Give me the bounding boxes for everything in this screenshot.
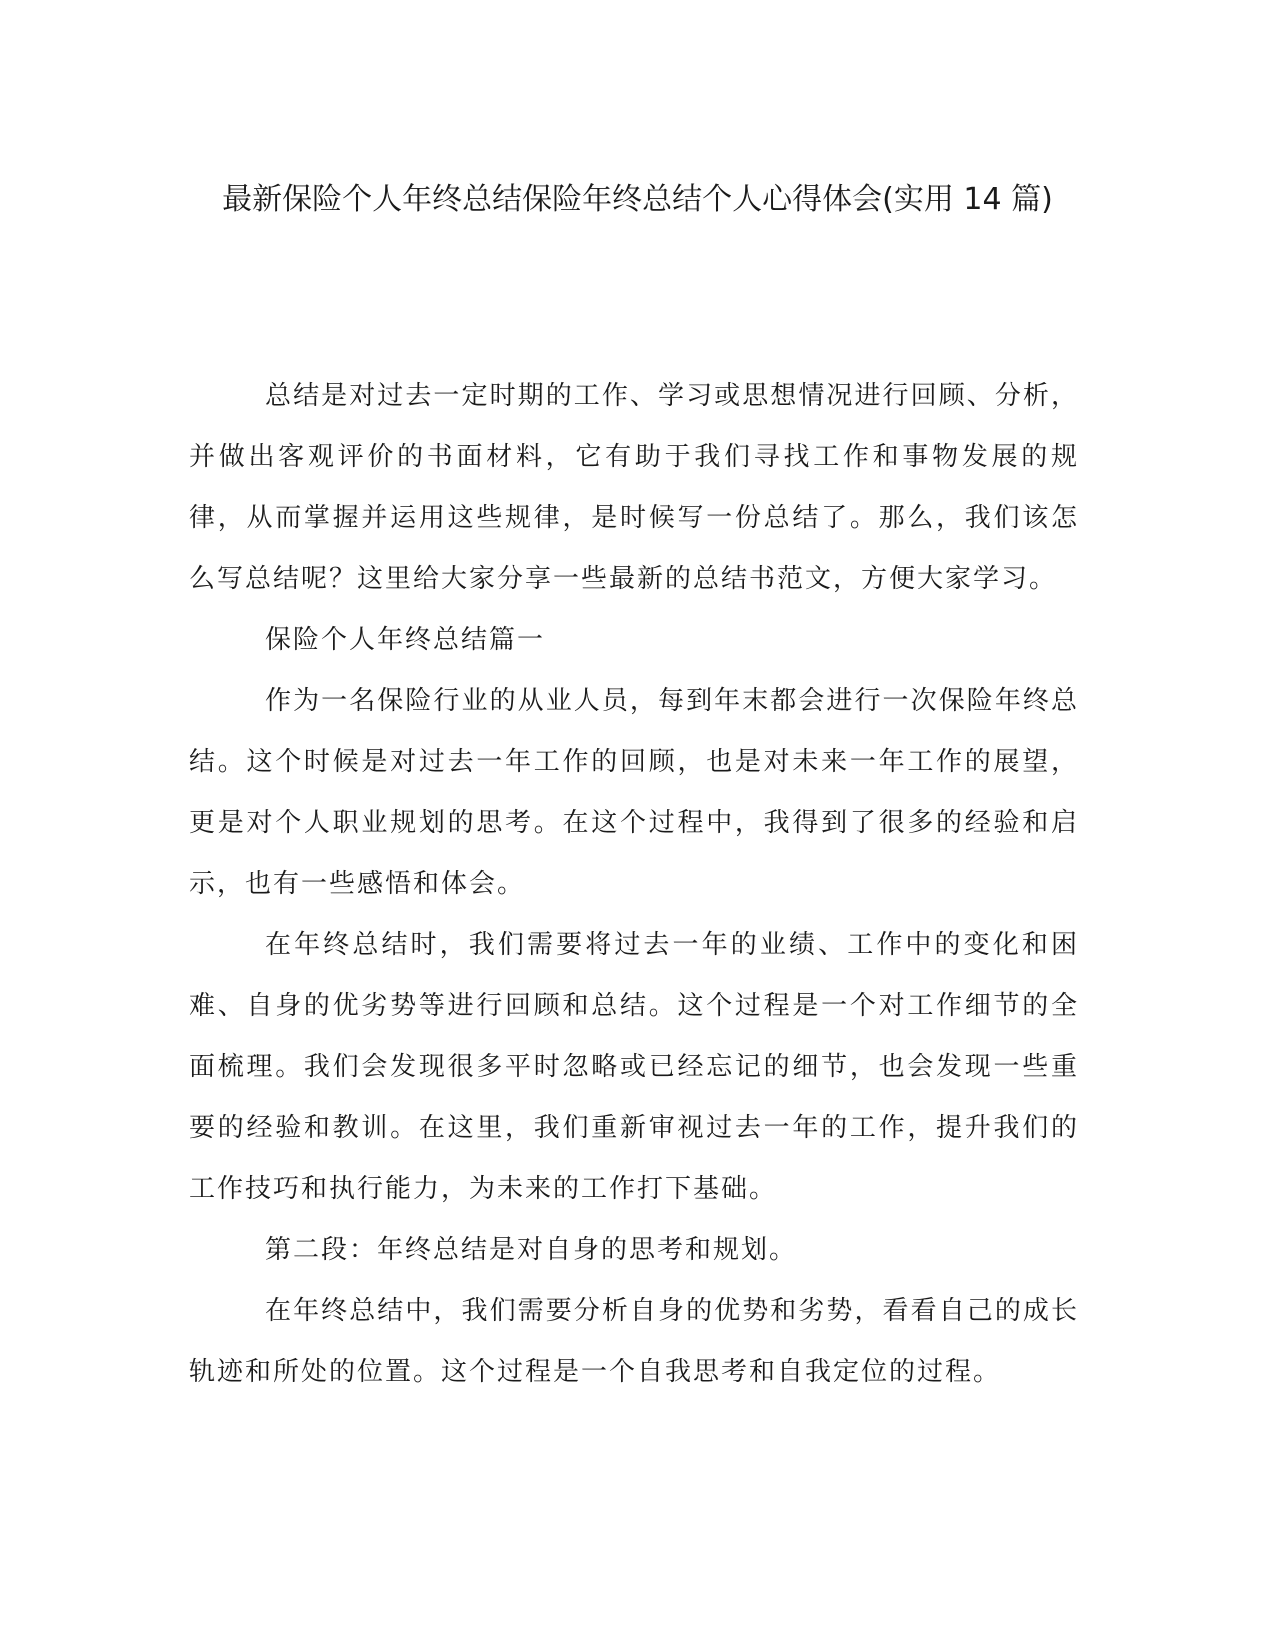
- paragraph-intro: 总结是对过去一定时期的工作、学习或思想情况进行回顾、分析，并做出客观评价的书面材料，它有助于我们寻找工作和事物发展的规律，从而掌握并运用这些规律，是时候写一份总结了。那么，我们该怎么写总结呢？这里给大家分享一些最新的总结书范文，方便大家学习。: [189, 381, 1079, 594]
- paragraph-2: 在年终总结时，我们需要将过去一年的业绩、工作中的变化和困难、自身的优劣势等进行回顾和总结。这个过程是一个对工作细节的全面梳理。我们会发现很多平时忽略或已经忘记的细节，也会发现一些重要的经验和教训。在这里，我们重新审视过去一年的工作，提升我们的工作技巧和执行能力，为未来的工作打下基础。: [189, 930, 1079, 1204]
- section-heading-1: 保险个人年终总结篇一: [265, 625, 546, 655]
- paragraph-1: 作为一名保险行业的从业人员，每到年末都会进行一次保险年终总结。这个时候是对过去一年工作的回顾，也是对未来一年工作的展望，更是对个人职业规划的思考。在这个过程中，我得到了很多的经验和启示，也有一些感悟和体会。: [189, 686, 1079, 899]
- document-body: [189, 366, 1079, 1403]
- section-heading-2: 第二段：年终总结是对自身的思考和规划。: [265, 1235, 798, 1265]
- paragraph-3: 在年终总结中，我们需要分析自身的优势和劣势，看看自己的成长轨迹和所处的位置。这个过程是一个自我思考和自我定位的过程。: [189, 1296, 1079, 1387]
- document-title: 最新保险个人年终总结保险年终总结个人心得体会(实用 14 篇): [222, 182, 1053, 217]
